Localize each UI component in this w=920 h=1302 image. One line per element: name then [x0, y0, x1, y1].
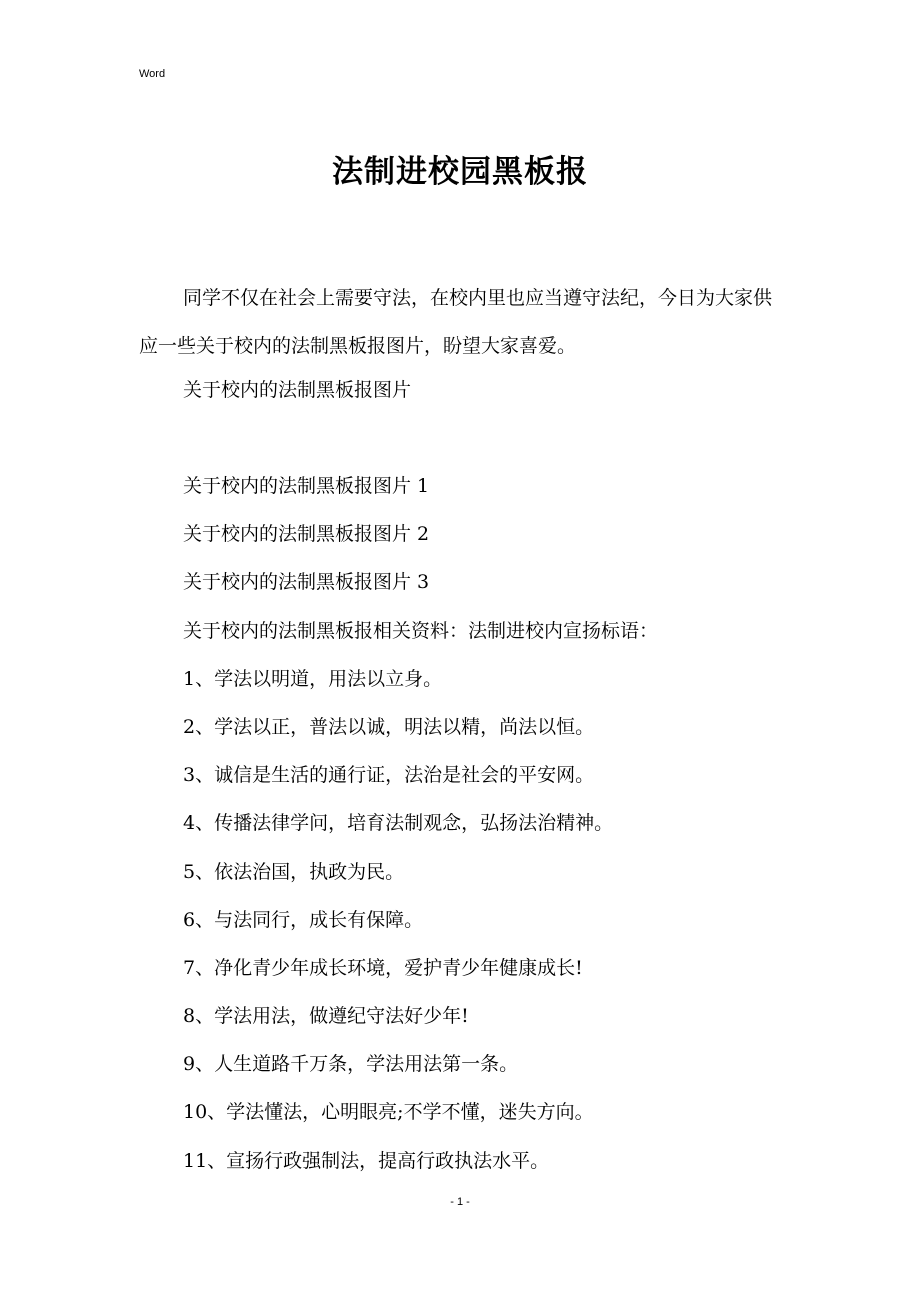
slogan-item: 2、学法以正，普法以诚，明法以精，尚法以恒。	[183, 716, 595, 738]
image-caption: 关于校内的法制黑板报图片 1	[183, 475, 430, 497]
document-title: 法制进校园黑板报	[332, 154, 588, 190]
slogan-item: 8、学法用法，做遵纪守法好少年!	[183, 1005, 469, 1027]
slogan-item: 3、诚信是生活的通行证，法治是社会的平安网。	[183, 764, 595, 786]
related-heading: 关于校内的法制黑板报相关资料：法制进校内宣扬标语：	[183, 620, 659, 642]
image-caption: 关于校内的法制黑板报图片 2	[183, 523, 430, 545]
intro-paragraph: 同学不仅在社会上需要守法，在校内里也应当遵守法纪，今日为大家供应一些关于校内的法制黑板报图片，盼望大家喜爱。	[139, 287, 773, 357]
page-header-label: Word	[139, 68, 166, 80]
slogan-item: 5、依法治国，执政为民。	[183, 861, 405, 883]
slogan-item: 7、净化青少年成长环境，爱护青少年健康成长!	[183, 957, 583, 979]
slogan-item: 10、学法懂法，心明眼亮;不学不懂，迷失方向。	[183, 1101, 594, 1123]
section-heading: 关于校内的法制黑板报图片	[183, 379, 412, 401]
page-number: - 1 -	[450, 1196, 470, 1208]
slogan-item: 1、学法以明道，用法以立身。	[183, 668, 443, 690]
slogan-item: 11、宣扬行政强制法，提高行政执法水平。	[183, 1150, 550, 1172]
image-caption: 关于校内的法制黑板报图片 3	[183, 571, 430, 593]
slogan-item: 9、人生道路千万条，学法用法第一条。	[183, 1053, 519, 1075]
slogan-item: 4、传播法律学问，培育法制观念，弘扬法治精神。	[183, 812, 614, 834]
slogan-item: 6、与法同行，成长有保障。	[183, 909, 424, 931]
